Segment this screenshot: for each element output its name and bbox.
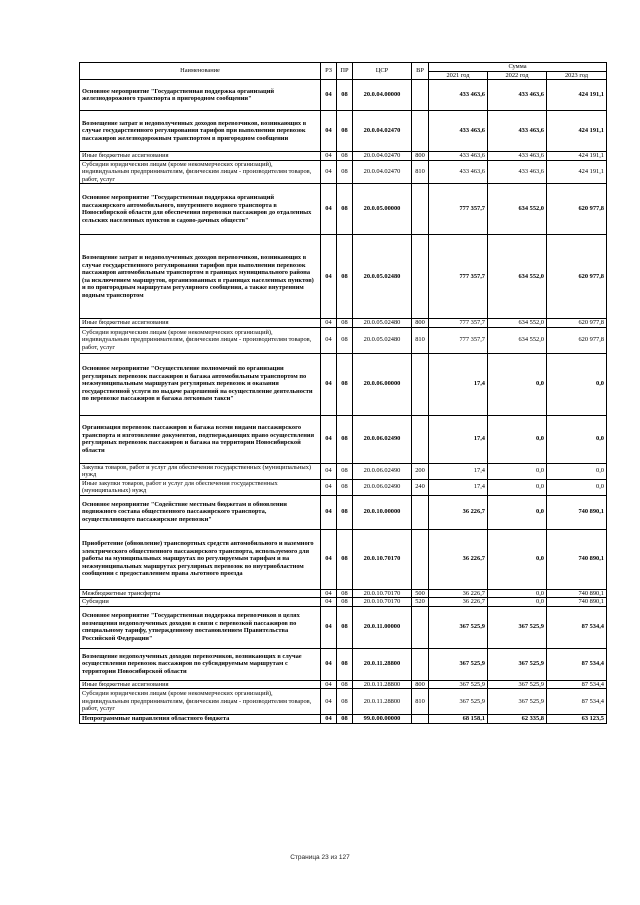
- row-amount-2022: 0,0: [488, 495, 547, 529]
- row-rz: 04: [321, 606, 337, 648]
- row-vr: [412, 111, 429, 152]
- row-name: Субсидии: [80, 598, 321, 607]
- row-vr: [412, 648, 429, 680]
- row-csr: 20.0.05.02480: [353, 235, 412, 319]
- row-amount-2023: 0,0: [547, 353, 607, 415]
- row-name: Возмещение затрат и недополученных доходов перевозчиков, возникающих в случае государственного регулирования тарифов при выполнении перевозок пассажиров железнодорожным транспортом в пригородном сообщении: [80, 111, 321, 152]
- table-row: [80, 463, 607, 479]
- table-row: [80, 495, 607, 529]
- row-name: Основное мероприятие "Содействие местным бюджетам в обновлении подвижного состава общественного пассажирского транспорта, осуществляющего пассажирские перевозки": [80, 495, 321, 529]
- table-row: [80, 152, 607, 161]
- row-amount-2022: 0,0: [488, 415, 547, 463]
- row-vr: 810: [412, 160, 429, 184]
- row-amount-2023: 424 191,1: [547, 160, 607, 184]
- row-amount-2022: 634 552,0: [488, 327, 547, 353]
- row-rz: 04: [321, 648, 337, 680]
- row-pr: 08: [337, 415, 353, 463]
- table-row: [80, 80, 607, 111]
- row-pr: 08: [337, 589, 353, 598]
- row-rz: 04: [321, 353, 337, 415]
- row-rz: 04: [321, 184, 337, 235]
- row-name: Иные бюджетные ассигнования: [80, 152, 321, 161]
- row-amount-2022: 62 335,8: [488, 715, 547, 724]
- row-rz: 04: [321, 715, 337, 724]
- row-pr: 08: [337, 598, 353, 607]
- table-row: [80, 319, 607, 328]
- table-row: [80, 327, 607, 353]
- row-vr: [412, 495, 429, 529]
- row-rz: 04: [321, 111, 337, 152]
- row-pr: 08: [337, 319, 353, 328]
- table-row: [80, 353, 607, 415]
- row-name: Закупка товаров, работ и услуг для обеспечения государственных (муниципальных) нужд: [80, 463, 321, 479]
- row-rz: 04: [321, 463, 337, 479]
- header-rz: РЗ: [321, 63, 337, 80]
- row-name: Основное мероприятие "Государственная поддержка организаций пассажирского автомобильного, внутреннего водного транспорта в Новосибирской области для обеспечения перевозки пассажиров до отдаленных сельских населенных пунктов и садово-дачных обществ": [80, 184, 321, 235]
- row-amount-2021: 433 463,6: [429, 160, 488, 184]
- page-number: Страница 23 из 127: [290, 854, 350, 861]
- row-name: Организация перевозок пассажиров и багажа всеми видами пассажирского транспорта и изготовление документов, подтверждающих право осуществления регулярных перевозок пассажиров и багажа на территории Новосибирской области: [80, 415, 321, 463]
- row-pr: 08: [337, 715, 353, 724]
- table-body: [80, 80, 607, 724]
- row-pr: 08: [337, 152, 353, 161]
- budget-table-container: [79, 62, 606, 724]
- row-pr: 08: [337, 160, 353, 184]
- table-row: [80, 598, 607, 607]
- row-amount-2021: 777 357,7: [429, 235, 488, 319]
- row-name: Иные закупки товаров, работ и услуг для обеспечения государственных (муниципальных) нужд: [80, 479, 321, 495]
- row-csr: 20.0.06.02490: [353, 479, 412, 495]
- row-amount-2021: 36 226,7: [429, 495, 488, 529]
- table-row: [80, 415, 607, 463]
- row-vr: 500: [412, 589, 429, 598]
- row-amount-2021: 367 525,9: [429, 680, 488, 689]
- row-amount-2022: 433 463,6: [488, 152, 547, 161]
- row-pr: 08: [337, 648, 353, 680]
- row-amount-2021: 433 463,6: [429, 111, 488, 152]
- row-amount-2022: 634 552,0: [488, 184, 547, 235]
- row-rz: 04: [321, 235, 337, 319]
- row-amount-2022: 634 552,0: [488, 319, 547, 328]
- row-vr: [412, 184, 429, 235]
- table-row: [80, 589, 607, 598]
- table-row: [80, 689, 607, 715]
- row-amount-2022: 0,0: [488, 529, 547, 589]
- row-amount-2021: 777 357,7: [429, 327, 488, 353]
- row-amount-2021: 777 357,7: [429, 184, 488, 235]
- row-pr: 08: [337, 327, 353, 353]
- row-amount-2021: 68 158,1: [429, 715, 488, 724]
- row-amount-2022: 0,0: [488, 479, 547, 495]
- row-amount-2023: 740 890,1: [547, 529, 607, 589]
- row-amount-2023: 0,0: [547, 415, 607, 463]
- row-amount-2022: 433 463,6: [488, 111, 547, 152]
- row-amount-2021: 36 226,7: [429, 529, 488, 589]
- row-rz: 04: [321, 327, 337, 353]
- row-rz: 04: [321, 529, 337, 589]
- row-rz: 04: [321, 160, 337, 184]
- row-vr: 200: [412, 463, 429, 479]
- table-row: [80, 606, 607, 648]
- row-csr: 20.0.04.00000: [353, 80, 412, 111]
- row-csr: 20.0.06.00000: [353, 353, 412, 415]
- row-amount-2022: 433 463,6: [488, 80, 547, 111]
- row-amount-2021: 367 525,9: [429, 648, 488, 680]
- header-year-2021: 2021 год: [429, 71, 488, 80]
- row-csr: 20.0.04.02470: [353, 152, 412, 161]
- row-csr: 20.0.05.02480: [353, 327, 412, 353]
- row-amount-2022: 433 463,6: [488, 160, 547, 184]
- row-vr: [412, 353, 429, 415]
- row-pr: 08: [337, 353, 353, 415]
- row-pr: 08: [337, 689, 353, 715]
- row-csr: 20.0.04.02470: [353, 111, 412, 152]
- row-pr: 08: [337, 479, 353, 495]
- row-pr: 08: [337, 606, 353, 648]
- row-csr: 20.0.11.00000: [353, 606, 412, 648]
- row-amount-2021: 36 226,7: [429, 598, 488, 607]
- row-amount-2023: 87 534,4: [547, 606, 607, 648]
- row-name: Основное мероприятие "Осуществление полномочий по организации регулярных перевозок пассажиров и багажа автомобильным транспортом по межмуниципальным маршрутам регулярных перевозок и оказания государственной услуги по выдаче разрешений на осуществление деятельности по перевозке пассажиров и багажа легковым такси": [80, 353, 321, 415]
- table-row: [80, 529, 607, 589]
- row-amount-2021: 777 357,7: [429, 319, 488, 328]
- row-name: Субсидии юридическим лицам (кроме некоммерческих организаций), индивидуальным предпринимателям, физическим лицам - производителям товаров, работ, услуг: [80, 160, 321, 184]
- row-amount-2022: 0,0: [488, 353, 547, 415]
- row-amount-2023: 0,0: [547, 463, 607, 479]
- row-amount-2021: 433 463,6: [429, 80, 488, 111]
- row-name: Иные бюджетные ассигнования: [80, 680, 321, 689]
- row-amount-2023: 0,0: [547, 479, 607, 495]
- row-pr: 08: [337, 463, 353, 479]
- row-vr: 800: [412, 680, 429, 689]
- row-amount-2021: 367 525,9: [429, 606, 488, 648]
- row-name: Иные бюджетные ассигнования: [80, 319, 321, 328]
- table-row: [80, 160, 607, 184]
- row-csr: 99.0.00.00000: [353, 715, 412, 724]
- row-vr: 800: [412, 319, 429, 328]
- row-amount-2023: 740 890,1: [547, 495, 607, 529]
- row-csr: 20.0.10.70170: [353, 598, 412, 607]
- row-amount-2021: 433 463,6: [429, 152, 488, 161]
- row-amount-2023: 740 890,1: [547, 589, 607, 598]
- row-rz: 04: [321, 152, 337, 161]
- row-amount-2021: 17,4: [429, 353, 488, 415]
- row-pr: 08: [337, 680, 353, 689]
- table-row: [80, 184, 607, 235]
- row-vr: 810: [412, 327, 429, 353]
- row-amount-2023: 620 977,8: [547, 327, 607, 353]
- header-vr: ВР: [412, 63, 429, 80]
- row-vr: [412, 235, 429, 319]
- row-name: Возмещение недополученных доходов перевозчиков, возникающих в случае осуществления перевозок пассажиров по субсидируемым маршрутам с территории Новосибирской области: [80, 648, 321, 680]
- row-amount-2021: 367 525,9: [429, 689, 488, 715]
- row-vr: [412, 606, 429, 648]
- table-row: [80, 479, 607, 495]
- row-vr: 240: [412, 479, 429, 495]
- row-amount-2023: 620 977,8: [547, 235, 607, 319]
- row-amount-2023: 424 191,1: [547, 111, 607, 152]
- header-year-2022: 2022 год: [488, 71, 547, 80]
- table-row: [80, 715, 607, 724]
- row-name: Непрограммные направления областного бюджета: [80, 715, 321, 724]
- row-name: Межбюджетные трансферты: [80, 589, 321, 598]
- row-pr: 08: [337, 80, 353, 111]
- row-amount-2021: 17,4: [429, 479, 488, 495]
- row-amount-2023: 620 977,8: [547, 184, 607, 235]
- row-csr: 20.0.11.28800: [353, 689, 412, 715]
- row-amount-2023: 424 191,1: [547, 80, 607, 111]
- row-pr: 08: [337, 235, 353, 319]
- row-vr: [412, 415, 429, 463]
- row-name: Основное мероприятие "Государственная поддержка перевозчиков в целях возмещения недополученных доходов в связи с перевозкой пассажиров по специальному тарифу, утвержденному постановлением Правительства Российской Федерации": [80, 606, 321, 648]
- row-amount-2023: 63 123,5: [547, 715, 607, 724]
- row-amount-2023: 87 534,4: [547, 648, 607, 680]
- row-rz: 04: [321, 589, 337, 598]
- row-amount-2022: 634 552,0: [488, 235, 547, 319]
- row-csr: 20.0.11.28800: [353, 680, 412, 689]
- row-amount-2023: 620 977,8: [547, 319, 607, 328]
- row-amount-2023: 740 890,1: [547, 598, 607, 607]
- row-csr: 20.0.04.02470: [353, 160, 412, 184]
- row-amount-2023: 87 534,4: [547, 680, 607, 689]
- header-sum: Сумма: [429, 63, 607, 72]
- row-csr: 20.0.05.02480: [353, 319, 412, 328]
- row-csr: 20.0.10.00000: [353, 495, 412, 529]
- row-vr: 520: [412, 598, 429, 607]
- row-name: Основное мероприятие "Государственная поддержка организаций железнодорожного транспорта в пригородном сообщении": [80, 80, 321, 111]
- row-csr: 20.0.10.70170: [353, 529, 412, 589]
- row-vr: [412, 529, 429, 589]
- row-rz: 04: [321, 689, 337, 715]
- row-vr: [412, 80, 429, 111]
- row-name: Субсидии юридическим лицам (кроме некоммерческих организаций), индивидуальным предпринимателям, физическим лицам - производителям товаров, работ, услуг: [80, 327, 321, 353]
- row-rz: 04: [321, 680, 337, 689]
- row-amount-2021: 17,4: [429, 415, 488, 463]
- row-vr: 800: [412, 152, 429, 161]
- row-amount-2022: 367 525,9: [488, 648, 547, 680]
- row-vr: [412, 715, 429, 724]
- table-header: [80, 63, 607, 80]
- row-rz: 04: [321, 495, 337, 529]
- header-name: Наименование: [80, 63, 321, 80]
- row-rz: 04: [321, 319, 337, 328]
- row-name: Субсидии юридическим лицам (кроме некоммерческих организаций), индивидуальным предпринимателям, физическим лицам - производителям товаров, работ, услуг: [80, 689, 321, 715]
- table-row: [80, 111, 607, 152]
- row-csr: 20.0.06.02490: [353, 463, 412, 479]
- row-amount-2023: 87 534,4: [547, 689, 607, 715]
- header-pr: ПР: [337, 63, 353, 80]
- row-rz: 04: [321, 479, 337, 495]
- row-amount-2022: 0,0: [488, 589, 547, 598]
- row-amount-2022: 367 525,9: [488, 689, 547, 715]
- row-pr: 08: [337, 495, 353, 529]
- row-csr: 20.0.06.02490: [353, 415, 412, 463]
- row-pr: 08: [337, 529, 353, 589]
- row-amount-2022: 0,0: [488, 463, 547, 479]
- table-row: [80, 680, 607, 689]
- header-year-2023: 2023 год: [547, 71, 607, 80]
- budget-table: [79, 62, 607, 724]
- row-pr: 08: [337, 111, 353, 152]
- row-rz: 04: [321, 80, 337, 111]
- row-vr: 810: [412, 689, 429, 715]
- row-name: Приобретение (обновление) транспортных средств автомобильного и наземного электрического общественного пассажирского транспорта, используемого для работы на муниципальных маршрутах по регулируемым тарифам и на межмуниципальных маршрутах регулярных перевозок во внутриобластном сообщении с предоставлением права льготного проезда: [80, 529, 321, 589]
- row-amount-2021: 36 226,7: [429, 589, 488, 598]
- row-rz: 04: [321, 598, 337, 607]
- row-amount-2022: 367 525,9: [488, 680, 547, 689]
- row-name: Возмещение затрат и недополученных доходов перевозчиков, возникающих в случае государственного регулирования тарифов при выполнении перевозок пассажиров автомобильным транспортом в границах муниципального района (за исключением маршрутов, организованных в границах населенных пунктов) и по пригородным маршрутам регулярного сообщения, а также внутренним водным транспортом: [80, 235, 321, 319]
- row-csr: 20.0.10.70170: [353, 589, 412, 598]
- header-csr: ЦСР: [353, 63, 412, 80]
- row-amount-2023: 424 191,1: [547, 152, 607, 161]
- row-csr: 20.0.11.28800: [353, 648, 412, 680]
- table-row: [80, 648, 607, 680]
- row-amount-2021: 17,4: [429, 463, 488, 479]
- row-amount-2022: 0,0: [488, 598, 547, 607]
- table-row: [80, 235, 607, 319]
- row-rz: 04: [321, 415, 337, 463]
- row-amount-2022: 367 525,9: [488, 606, 547, 648]
- row-pr: 08: [337, 184, 353, 235]
- row-csr: 20.0.05.00000: [353, 184, 412, 235]
